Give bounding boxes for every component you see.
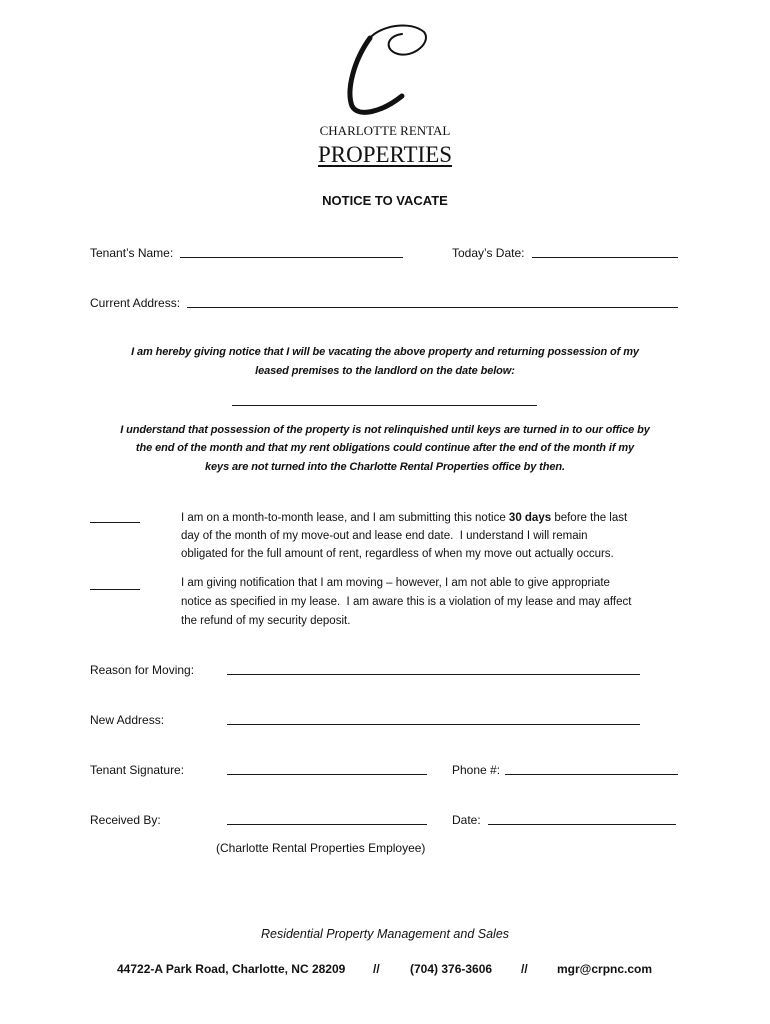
- footer-address: 44722-A Park Road, Charlotte, NC 28209: [117, 962, 346, 976]
- received-date-label: Date:: [452, 813, 481, 827]
- todays-date-label: Today’s Date:: [452, 246, 525, 260]
- tenant-name-field[interactable]: [180, 257, 403, 258]
- option-short-notice-line: I am giving notification that I am moving – however, I am not able to give appropriate: [181, 577, 610, 589]
- footer-separator: //: [373, 962, 380, 976]
- reason-for-moving-label: Reason for Moving:: [90, 663, 195, 677]
- keys-statement-line: keys are not turned into the Charlotte Rental Properties office by then.: [205, 461, 565, 473]
- keys-statement-line: I understand that possession of the property is not relinquished until keys are turned in to our office by: [120, 424, 650, 436]
- tenant-signature-label: Tenant Signature:: [90, 763, 185, 777]
- received-date-field[interactable]: [488, 824, 676, 825]
- option-text: before the last: [551, 512, 628, 524]
- option-month-to-month-line: [181, 509, 627, 527]
- new-address-label: New Address:: [90, 713, 165, 727]
- footer-phone: (704) 376-3606: [410, 962, 493, 976]
- phone-field[interactable]: [505, 774, 678, 775]
- vacate-date-field[interactable]: [232, 405, 537, 406]
- received-by-note: (Charlotte Rental Properties Employee): [216, 841, 426, 855]
- reason-for-moving-field[interactable]: [227, 674, 640, 675]
- new-address-field[interactable]: [227, 724, 640, 725]
- phone-label: Phone #:: [452, 763, 501, 777]
- company-name-bottom: PROPERTIES: [317, 142, 453, 167]
- company-logo-c-icon: [340, 20, 430, 120]
- notice-statement-line: leased premises to the landlord on the date below:: [255, 365, 515, 377]
- option-short-notice-line: the refund of my security deposit.: [181, 615, 351, 627]
- received-by-field[interactable]: [227, 824, 427, 825]
- option-month-to-month-line: day of the month of my move-out and lease end date. I understand I will remain: [181, 530, 588, 542]
- option-month-to-month-line: obligated for the full amount of rent, regardless of when my move out actually occurs.: [181, 548, 614, 560]
- tenant-signature-field[interactable]: [227, 774, 427, 775]
- option-month-to-month-initials-field[interactable]: [90, 522, 140, 523]
- notice-days-emphasis: 30 days: [508, 512, 552, 524]
- notice-statement-line: I am hereby giving notice that I will be vacating the above property and returning possession of my: [131, 346, 639, 358]
- received-by-label: Received By:: [90, 813, 161, 827]
- tenant-name-label: Tenant’s Name:: [90, 246, 174, 260]
- current-address-label: Current Address:: [90, 296, 181, 310]
- footer-email: mgr@crpnc.com: [557, 962, 653, 976]
- footer-tagline: Residential Property Management and Sales: [260, 927, 510, 941]
- current-address-field[interactable]: [187, 307, 678, 308]
- option-short-notice-initials-field[interactable]: [90, 589, 140, 590]
- keys-statement-line: the end of the month and that my rent obligations could continue after the end of the month if my: [135, 442, 635, 454]
- company-name-top: CHARLOTTE RENTAL: [319, 123, 451, 138]
- option-short-notice-line: notice as specified in my lease. I am aware this is a violation of my lease and may affect: [181, 596, 632, 608]
- option-text: I am on a month-to-month lease, and I am submitting this notice: [181, 512, 509, 524]
- todays-date-field[interactable]: [532, 257, 678, 258]
- page-title: NOTICE TO VACATE: [322, 193, 448, 208]
- footer-separator: //: [521, 962, 528, 976]
